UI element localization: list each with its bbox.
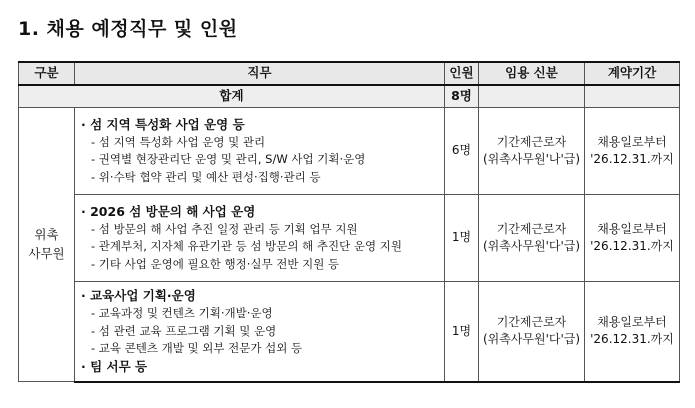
duty-cell [75,282,445,382]
appointment-line: (위촉사무원'다'급) [482,332,581,347]
duty-cell [75,195,445,282]
appointment-cell [479,108,585,195]
category-line: 사무원 [28,245,65,261]
contract-cell [585,282,680,382]
appointment-line: (위촉사무원'다'급) [482,239,581,253]
appointment-cell [479,195,585,282]
appointment-line: 기간제근로자 [496,134,567,149]
contract-cell [585,108,680,195]
duty-title: · 2026 섬 방문의 해 사업 운영 [81,203,256,219]
duty-title: · 교육사업 기획·운영 [81,288,196,303]
contract-line: '26.12.31.까지 [590,239,674,253]
total-headcount: 8명 [445,85,479,108]
duty-item: - 교육과정 및 컨텐츠 기획·개발·운영 [91,306,273,320]
duty-item: - 관계부처, 지자체 유관기관 등 섬 방문의 해 추진단 운영 지원 [91,239,402,254]
contract-line: 채용일로부터 [597,221,667,236]
headcount-cell: 1명 [445,195,479,282]
appointment-cell [479,282,585,382]
duty-item: - 섬 지역 특성화 사업 운영 및 관리 [91,134,266,149]
table-row [19,108,680,195]
header-headcount: 인원 [445,62,479,85]
duty-item: - 섬 관련 교육 프로그램 기획 및 운영 [91,323,277,338]
duty-item: - 위·수탁 협약 관리 및 예산 편성·집행·관리 등 [91,169,321,184]
header-duty: 직무 [75,62,445,85]
headcount-cell: 1명 [445,282,479,382]
total-empty-contract [585,85,680,108]
section-heading: 1. 채용 예정직무 및 인원 [18,18,238,40]
duty-title: · 팀 서무 등 [81,358,148,374]
contract-line: 채용일로부터 [597,314,667,329]
table-header-row [19,62,680,85]
appointment-line: 기간제근로자 [496,221,567,236]
table-row [19,195,680,282]
duty-item: - 기타 사업 운영에 필요한 행정·실무 전반 지원 등 [91,256,340,271]
contract-line: '26.12.31.까지 [590,332,674,347]
header-category: 구분 [19,62,75,85]
table-row [19,282,680,382]
duty-item: - 섬 방문의 해 사업 추진 일정 관리 등 기획 업무 지원 [91,221,358,236]
category-cell [19,108,75,382]
category-line: 위촉 [34,227,59,243]
duty-cell [75,108,445,195]
appointment-line: 기간제근로자 [496,314,567,329]
contract-cell [585,195,680,282]
total-label: 합계 [19,85,445,108]
duty-item: - 교육 콘텐츠 개발 및 외부 전문가 섭외 등 [91,341,303,355]
total-row [19,85,680,108]
duty-item: - 권역별 현장관리단 운영 및 관리, S/W 사업 기획·운영 [91,152,366,167]
job-openings-table [18,61,680,383]
header-appointment: 임용 신분 [479,62,585,85]
headcount-cell: 6명 [445,108,479,195]
header-contract: 계약기간 [585,62,680,85]
appointment-line: (위촉사무원'나'급) [482,152,581,166]
total-empty-appointment [479,85,585,108]
contract-line: '26.12.31.까지 [590,152,674,166]
contract-line: 채용일로부터 [597,134,667,149]
duty-title: · 섬 지역 특성화 사업 운영 등 [81,116,245,132]
